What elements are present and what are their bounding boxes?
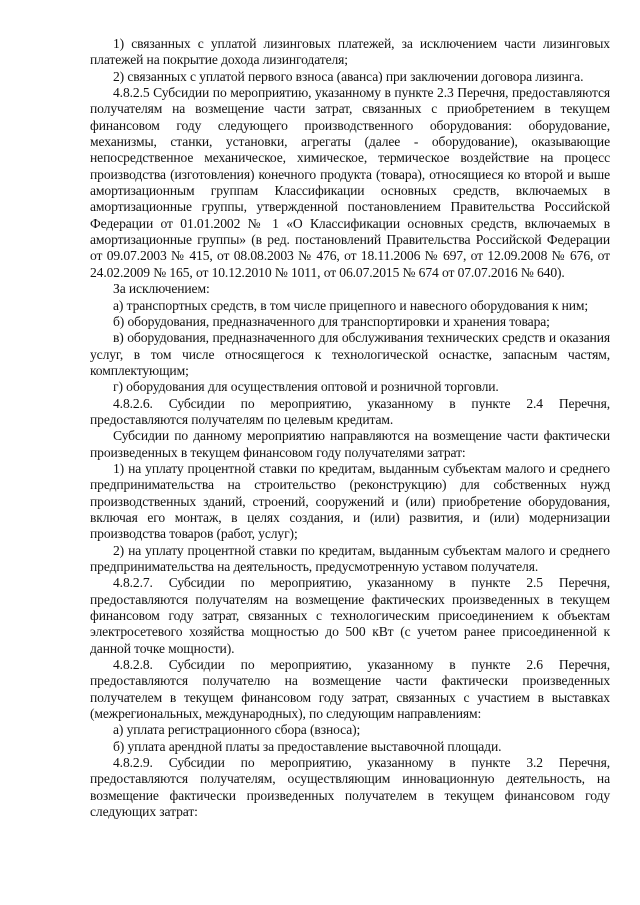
paragraph-4-8-2-7: 4.8.2.7. Субсидии по мероприятию, указанному в пункте 2.5 Перечня, предоставляются получателям на возмещение фактических произведенных в текущем финансовом году затрат, связанных с технологическим присоединением к объектам электросетевого хозяйства мощностью до 500 кВт (с учетом ранее присоединенной к данной точке мощности). xyxy=(90,575,610,656)
paragraph-first-installment: 2) связанных с уплатой первого взноса (аванса) при заключении договора лизинга. xyxy=(113,68,584,84)
paragraph-4-8-2-6: 4.8.2.6. Субсидии по мероприятию, указанному в пункте 2.4 Перечня, предоставляются получателям по целевым кредитам. xyxy=(90,395,610,427)
paragraph-leasing-payments: 1) связанных с уплатой лизинговых платежей, за исключением части лизинговых платежей на покрытие дохода лизингодателя; xyxy=(90,36,610,68)
document-body xyxy=(90,36,610,821)
paragraph-4-8-2-9: 4.8.2.9. Субсидии по мероприятию, указанному в пункте 3.2 Перечня, предоставляются получателям, осуществляющим инновационную деятельность, на возмещение фактически произведенных получателем в текущем финансовом году следующих затрат: xyxy=(90,755,610,820)
paragraph-registration-fee: а) уплата регистрационного сбора (взноса); xyxy=(113,722,361,738)
paragraph-4-8-2-8: 4.8.2.8. Субсидии по мероприятию, указанному в пункте 2.6 Перечня, предоставляются получателю на возмещение части фактически произведенных получателем в текущем финансовом году затрат, связанных с участием в выставках (межрегиональных, международных), по следующим направлениям: xyxy=(90,657,610,722)
paragraph-subsidy-direction: Субсидии по данному мероприятию направляются на возмещение части фактически произведенных в текущем финансовом году получателями затрат: xyxy=(90,428,610,460)
paragraph-credit-construction: 1) на уплату процентной ставки по кредитам, выданным субъектам малого и среднего предпринимательства на строительство (реконструкцию) для собственных нужд производственных зданий, строений, сооружений и (или) приобретение оборудования, включая его монтаж, в целях создания, и (или) развития, и (или) модернизации производства товаров (работ, услуг); xyxy=(90,460,610,542)
paragraph-4-8-2-5: 4.8.2.5 Субсидии по мероприятию, указанному в пункте 2.3 Перечня, предоставляются получателям на возмещение части затрат, связанных с приобретением в текущем финансовом году следующего производственного оборудования: оборудование, механизмы, станки, установки, агрегаты (далее - оборудование), оказывающие непосредственное механическое, химическое, термическое воздействие на процесс производства (изготовления) конечного продукта (товара), относящиеся ко второй и выше амортизационным группам Классификации основных средств, включаемых в амортизационные группы, утвержденной постановлением Правительства Российской Федерации от 01.01.2002 № 1 «О Классификации основных средств, включаемых в амортизационные группы» (в ред. постановлений Правительства Российской Федерации от 09.07.2003 № 415, от 08.08.2003 № 476, от 18.11.2006 № 697, от 12.09.2008 № 676, от 24.02.2009 № 165, от 10.12.2010 № 1011, от 06.07.2015 № 674 от 07.07.2016 № 640). xyxy=(90,85,610,280)
paragraph-credit-activity: 2) на уплату процентной ставки по кредитам, выданным субъектам малого и среднего предпринимательства на деятельность, предусмотренную уставом получателя. xyxy=(90,542,610,574)
paragraph-exceptions-heading: За исключением: xyxy=(113,281,210,297)
paragraph-exception-v: в) оборудования, предназначенного для обслуживания технических средств и оказания услуг, в том числе относящегося к технологической оснастке, запасным частям, комплектующим; xyxy=(90,330,610,378)
paragraph-exception-b: б) оборудования, предназначенного для транспортировки и хранения товара; xyxy=(113,313,550,329)
paragraph-exception-g: г) оборудования для осуществления оптовой и розничной торговли. xyxy=(113,379,499,395)
paragraph-exception-a: а) транспортных средств, в том числе прицепного и навесного оборудования к ним; xyxy=(113,297,589,313)
paragraph-exhibition-rent: б) уплата арендной платы за предоставление выставочной площади. xyxy=(113,738,502,754)
